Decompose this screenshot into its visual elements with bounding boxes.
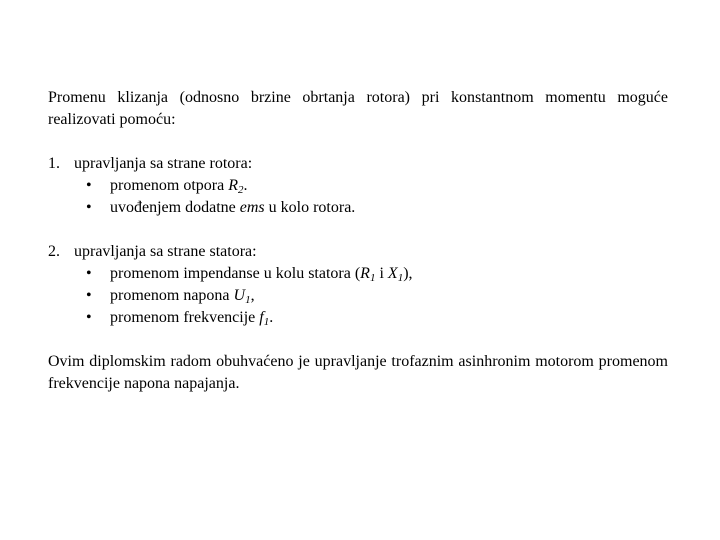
list-heading: upravljanja sa strane rotora: <box>74 155 253 172</box>
spacer <box>48 219 668 241</box>
list-heading: upravljanja sa strane statora: <box>74 243 257 260</box>
sub-item-otpor <box>48 175 668 197</box>
rotor-sub-list <box>48 175 668 219</box>
sub-item-text: promenom impendanse u kolu statora ($R_1$ i $X_1$), <box>110 265 413 284</box>
sub-item-ems <box>48 197 668 219</box>
list-item-stator <box>48 241 668 263</box>
bullet-icon: • <box>86 199 92 216</box>
sub-item-napon <box>48 285 668 307</box>
sub-item-text: promenom otpora $R_2$. <box>110 177 248 196</box>
sub-item-impendansa <box>48 263 668 285</box>
sub-item-frekvencija <box>48 307 668 329</box>
sub-item-text: promenom frekvencije $f_1$. <box>110 309 274 328</box>
bullet-icon: • <box>86 309 92 326</box>
intro-paragraph: Promenu klizanja (odnosno brzine obrtanja rotora) pri konstantnom momentu moguće realizovati pomoću: <box>48 89 668 128</box>
numbered-list <box>48 153 668 329</box>
list-number: 1. <box>48 155 60 172</box>
bullet-icon: • <box>86 265 92 282</box>
bullet-icon: • <box>86 287 92 304</box>
bullet-icon: • <box>86 177 92 194</box>
sub-item-text: promenom napona $U_1$, <box>110 287 255 306</box>
stator-sub-list <box>48 263 668 329</box>
list-number: 2. <box>48 243 60 260</box>
closing-paragraph: Ovim diplomskim radom obuhvaćeno je upravljanje trofaznim asinhronim motorom promenom frekvencije napona napajanja. <box>48 353 668 392</box>
document-body <box>48 87 668 395</box>
list-item-rotor <box>48 153 668 175</box>
sub-item-text: uvođenjem dodatne ems u kolo rotora. <box>110 199 356 216</box>
